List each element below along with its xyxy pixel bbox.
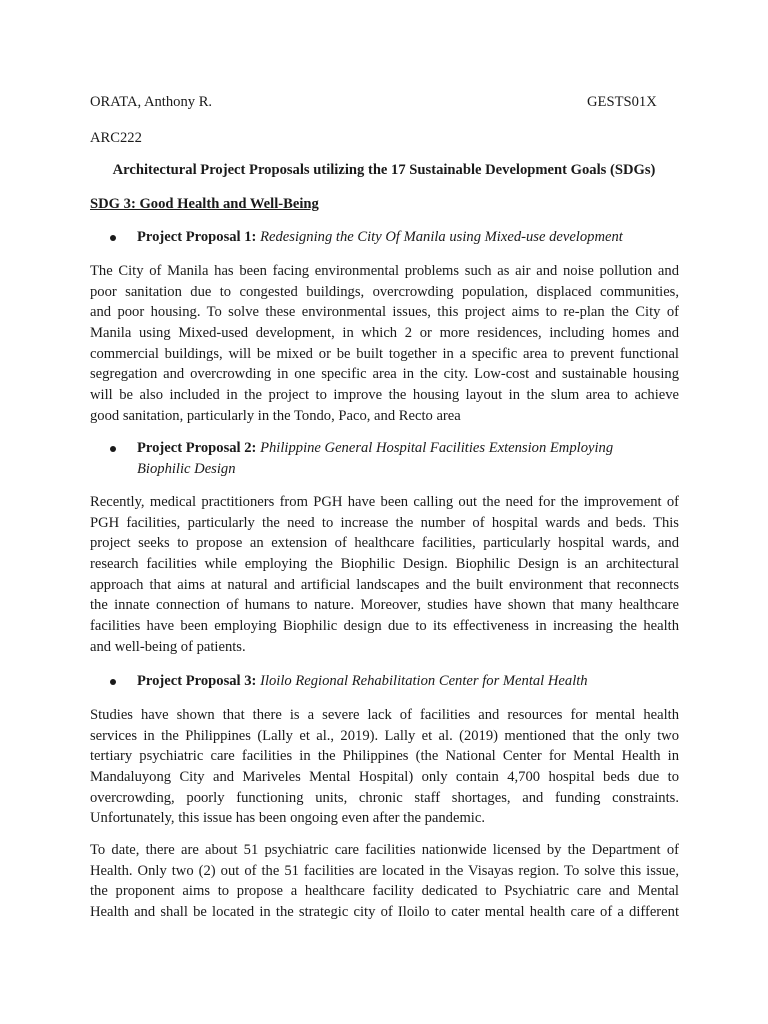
document-title: Architectural Project Proposals utilizing the 17 Sustainable Development Goals (SDGs) — [112, 162, 656, 178]
proposal-paragraph — [90, 840, 679, 923]
proposal-title — [137, 671, 588, 692]
proposal-name-continued: Biophilic Design — [137, 461, 236, 477]
paragraph-line: and well-being of patients. — [90, 638, 246, 655]
proposal-title — [137, 227, 623, 248]
proposal-paragraph — [90, 492, 679, 658]
paragraph-line: Health and shall be located in the strategic city of Iloilo to cater mental health care of a different — [90, 904, 679, 921]
paragraph-line: Recently, medical practitioners from PGH have been calling out the need for the improvement of — [90, 494, 679, 510]
paragraph-line: and poor housing. To solve these environmental issues, this project aims to re-plan the City of — [90, 304, 679, 321]
proposal-paragraph — [90, 705, 679, 829]
paragraph-line: Unfortunately, this issue has been ongoing even after the pandemic. — [90, 810, 485, 827]
paragraph-line: facilities have been employing Biophilic design due to its effectiveness in increasing the health — [90, 618, 679, 635]
bullet-icon — [110, 446, 116, 452]
paragraph-line: The City of Manila has been facing environmental problems such as air and noise pollution and — [90, 263, 679, 279]
paragraph-line: commercial buildings, will be mixed or be built together in a specific area to prevent functional — [90, 345, 679, 362]
proposal-label: Project Proposal 2: — [137, 440, 257, 456]
bullet-icon — [110, 235, 116, 241]
paragraph-line: project seeks to propose an extension of healthcare facilities, particularly hospital wards, and — [90, 535, 679, 552]
paragraph-line: research facilities while employing the Biophilic Design. Biophilic Design is an architectural — [90, 556, 679, 573]
paragraph-line: the innate connection of humans to nature. Moreover, studies have shown that many healthcare — [90, 597, 679, 614]
paragraph-line: Studies have shown that there is a severe lack of facilities and resources for mental health — [90, 707, 679, 723]
paragraph-line: overcrowding, poorly functioning units, chronic staff shortages, and funding constraints. — [90, 789, 679, 806]
bullet-icon — [110, 679, 116, 685]
author-name: ORATA, Anthony R. — [90, 94, 213, 110]
subject-code: ARC222 — [90, 130, 142, 146]
paragraph-line: approach that aims at natural and artificial landscapes and the built environment that reconnects — [90, 576, 679, 593]
proposal-label: Project Proposal 3: — [137, 673, 257, 689]
paragraph-line: Mandaluyong City and Mariveles Mental Hospital) only contain 4,700 hospital beds due to — [90, 769, 679, 786]
paragraph-line: services in the Philippines (Lally et al., 2019). Lally et al. (2019) mentioned that the only two — [90, 727, 679, 744]
paragraph-line: tertiary psychiatric care facilities in the Philippines (the National Center for Mental Health in — [90, 748, 679, 765]
course-code: GESTS01X — [587, 94, 657, 110]
paragraph-line: Health. Only two (2) out of the 51 facilities are located in the Visayas region. To solve this issue, — [90, 862, 679, 879]
paragraph-line: poor sanitation due to congested buildings, overcrowding population, displaced communities, — [90, 283, 679, 300]
paragraph-line: To date, there are about 51 psychiatric care facilities nationwide licensed by the Department of — [90, 842, 679, 858]
paragraph-line: PGH facilities, particularly the need to increase the number of hospital wards and beds. This — [90, 514, 679, 531]
paragraph-line: the proponent aims to propose a healthcare facility dedicated to Psychiatric care and Mental — [90, 883, 679, 900]
proposal-name: Philippine General Hospital Facilities Extension Employing — [260, 440, 614, 456]
proposal-label: Project Proposal 1: — [137, 229, 257, 245]
proposal-name: Redesigning the City Of Manila using Mixed-use development — [260, 229, 623, 245]
sdg-heading: SDG 3: Good Health and Well-Being — [90, 196, 319, 212]
paragraph-line: Manila using Mixed-used development, in which 2 or more residences, including homes and — [90, 325, 679, 342]
proposal-paragraph — [90, 261, 679, 427]
paragraph-line: will be also included in the project to improve the housing layout in the slum area to achieve — [90, 387, 679, 404]
paragraph-line: good sanitation, particularly in the Tondo, Paco, and Recto area — [90, 407, 461, 424]
proposal-name: Iloilo Regional Rehabilitation Center for Mental Health — [260, 673, 588, 689]
proposal-title — [137, 438, 613, 459]
paragraph-line: segregation and overcrowding in one specific area in the city. Low-cost and sustainable housing — [90, 366, 679, 383]
